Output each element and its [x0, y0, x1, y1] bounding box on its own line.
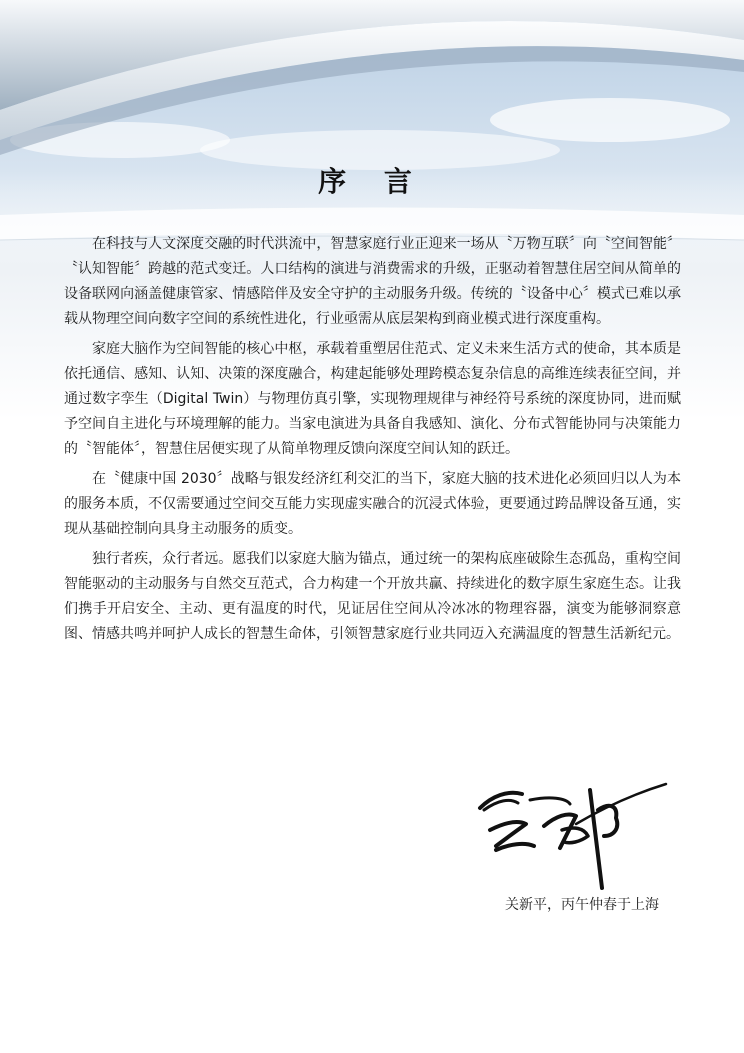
handwritten-signature: [470, 770, 670, 890]
paragraph-3: 在〝健康中国 2030〞战略与银发经济红利交汇的当下，家庭大脑的技术进化必须回归以人为本的服务本质，不仅需要通过空间交互能力实现虚实融合的沉浸式体验，更要通过跨品牌设备互通，实现从基础控制向具身主动服务的质变。: [64, 471, 681, 537]
signature-caption: 关新平，丙午仲春于上海: [505, 897, 659, 913]
paragraph-1: 在科技与人文深度交融的时代洪流中，智慧家庭行业正迎来一场从〝万物互联〞向〝空间智能〞〝认知智能〞跨越的范式变迁。人口结构的演进与消费需求的升级，正驱动着智慧住居空间从简单的设备联网向涵盖健康管家、情感陪伴及安全守护的主动服务升级。传统的〝设备中心〞模式已难以承载从物理空间向数字空间的系统性进化，行业亟需从底层架构到商业模式进行深度重构。: [64, 236, 681, 327]
paragraph-4: 独行者疾，众行者远。愿我们以家庭大脑为锚点，通过统一的架构底座破除生态孤岛，重构空间智能驱动的主动服务与自然交互范式，合力构建一个开放共赢、持续进化的数字原生家庭生态。让我们携手开启安全、主动、更有温度的时代，见证居住空间从冷冰冰的物理容器，演变为能够洞察意图、情感共鸣并呵护人成长的智慧生命体，引领智慧家庭行业共同迈入充满温度的智慧生活新纪元。: [64, 551, 681, 642]
preface-body: [64, 232, 681, 652]
page-title: 序 言: [318, 165, 426, 198]
paragraph-2: 家庭大脑作为空间智能的核心中枢，承载着重塑居住范式、定义未来生活方式的使命，其本质是依托通信、感知、认知、决策的深度融合，构建起能够处理跨模态复杂信息的高维连续表征空间，并通过数字孪生（Digital Twin）与物理仿真引擎，实现物理规律与神经符号系统的深度协同，进而赋予空间自主进化与环境理解的能力。当家电演进为具备自我感知、演化、分布式智能协同与决策能力的〝智能体〞，智慧住居便实现了从简单物理反馈向深度空间认知的跃迁。: [64, 341, 681, 457]
